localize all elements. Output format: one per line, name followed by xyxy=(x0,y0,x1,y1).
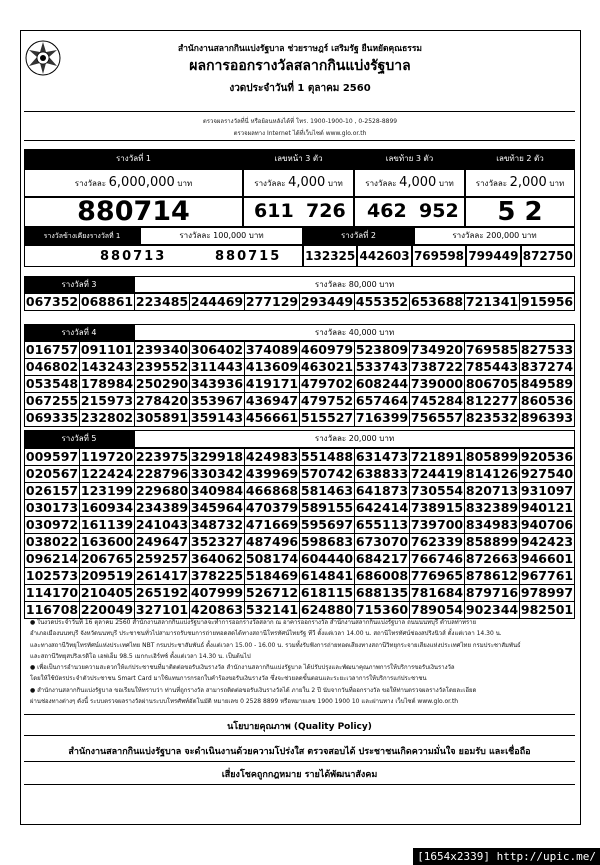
fourth-number: 353967 xyxy=(190,393,244,408)
second-prize-number: 872750 xyxy=(521,245,575,267)
fourth-number: 436947 xyxy=(245,393,299,408)
fourth-number: 515527 xyxy=(300,410,354,425)
fifth-number: 038022 xyxy=(25,534,79,549)
fourth-row xyxy=(25,393,575,410)
note-line: ผ่านช่องทางต่างๆ ดังนี้ ระบบตรวจผลรางวัลผ่านระบบโทรศัพท์อัตโนมัติ หมายเลข 0 2528 8899 หรือหมายเลข 1900 1900 10 และผ่านทาง เว็บไซต์ www.glo.or.th xyxy=(30,698,459,706)
fifth-number: 030972 xyxy=(25,517,79,532)
fourth-number: 756557 xyxy=(410,410,464,425)
fourth-number: 067255 xyxy=(25,393,79,408)
fourth-number: 143243 xyxy=(80,359,134,374)
fifth-prize-grid xyxy=(24,448,575,619)
third-prize-amount: รางวัลละ 80,000 บาท xyxy=(134,276,575,293)
fifth-number: 518469 xyxy=(245,568,299,583)
quality-policy: สำนักงานสลากกินแบ่งรัฐบาล จะดำเนินงานด้วยความโปร่งใส ตรวจสอบได้ ประชาชนเกิดความมั่นใจ ยอมรับ และเชื่อถือ xyxy=(68,747,531,757)
fourth-row xyxy=(25,342,575,359)
fifth-row xyxy=(25,602,575,619)
fifth-number: 348732 xyxy=(190,517,244,532)
fifth-number: 340984 xyxy=(190,483,244,498)
fifth-number: 096214 xyxy=(25,551,79,566)
fourth-number: 178984 xyxy=(80,376,134,391)
fifth-row xyxy=(25,568,575,585)
second-prize-numbers xyxy=(303,245,575,267)
third-number: 244469 xyxy=(190,294,244,309)
fifth-number: 030173 xyxy=(25,500,79,515)
fifth-number: 638833 xyxy=(355,466,409,481)
fifth-number: 967761 xyxy=(520,568,574,583)
fourth-row xyxy=(25,376,575,393)
second-prize-number: 799449 xyxy=(466,245,520,267)
third-prize-label: รางวัลที่ 3 xyxy=(24,276,134,293)
fourth-number: 016757 xyxy=(25,342,79,357)
divider xyxy=(24,111,575,112)
fifth-number: 982501 xyxy=(520,602,574,617)
fifth-number: 206765 xyxy=(80,551,134,566)
fifth-number: 946601 xyxy=(520,551,574,566)
second-prize-number: 132325 xyxy=(303,245,357,267)
front3-amount: รางวัลละ 4,000 บาท xyxy=(243,169,354,197)
fourth-number: 860536 xyxy=(520,393,574,408)
front3-number: 726 xyxy=(306,200,346,222)
near-first-number: 880715 xyxy=(215,249,282,264)
near-first-label: รางวัลข้างเคียงรางวัลที่ 1 xyxy=(24,227,140,245)
fifth-number: 604440 xyxy=(300,551,354,566)
fifth-number: 364062 xyxy=(190,551,244,566)
fifth-row xyxy=(25,585,575,602)
fifth-number: 020567 xyxy=(25,466,79,481)
first-prize-label: รางวัลที่ 1 xyxy=(24,149,243,169)
divider xyxy=(24,784,575,785)
fifth-prize-label: รางวัลที่ 5 xyxy=(24,430,134,448)
near-first-numbers xyxy=(24,245,303,267)
fifth-number: 209519 xyxy=(80,568,134,583)
fourth-number: 419171 xyxy=(245,376,299,391)
fourth-prize-amount: รางวัลละ 40,000 บาท xyxy=(134,324,575,341)
fifth-number: 820713 xyxy=(465,483,519,498)
fourth-number: 896393 xyxy=(520,410,574,425)
fourth-number: 359143 xyxy=(190,410,244,425)
quality-title: นโยบายคุณภาพ (Quality Policy) xyxy=(227,722,372,732)
fifth-number: 160934 xyxy=(80,500,134,515)
fifth-number: 420863 xyxy=(190,602,244,617)
fifth-number: 210405 xyxy=(80,585,134,600)
fifth-number: 249647 xyxy=(135,534,189,549)
fifth-number: 229680 xyxy=(135,483,189,498)
page-title: ผลการออกรางวัลสลากกินแบ่งรัฐบาล xyxy=(189,58,411,74)
fourth-number: 823532 xyxy=(465,410,519,425)
first-prize-amount: รางวัลละ 6,000,000 บาท xyxy=(24,169,243,197)
fifth-number: 259257 xyxy=(135,551,189,566)
fifth-number: 730554 xyxy=(410,483,464,498)
fourth-number: 463021 xyxy=(300,359,354,374)
third-number: 721341 xyxy=(465,294,519,309)
divider xyxy=(24,735,575,736)
fifth-number: 686008 xyxy=(355,568,409,583)
fourth-row xyxy=(25,410,575,427)
fifth-number: 655113 xyxy=(355,517,409,532)
fourth-number: 657464 xyxy=(355,393,409,408)
fifth-number: 220049 xyxy=(80,602,134,617)
fifth-prize-amount: รางวัลละ 20,000 บาท xyxy=(134,430,575,448)
fifth-number: 762339 xyxy=(410,534,464,549)
fifth-number: 466868 xyxy=(245,483,299,498)
fourth-number: 046802 xyxy=(25,359,79,374)
fourth-prize-grid xyxy=(24,341,575,427)
fifth-number: 439969 xyxy=(245,466,299,481)
note-line: และสถานีวิทยุสปริงเรดิโอ เอฟเอ็ม 98.5 เมกกะเฮิร์ทซ์ ตั้งแต่เวลา 14.30 น. เป็นต้นไป xyxy=(30,652,251,660)
fifth-number: 116708 xyxy=(25,602,79,617)
fourth-number: 460979 xyxy=(300,342,354,357)
fourth-number: 232802 xyxy=(80,410,134,425)
fifth-number: 739700 xyxy=(410,517,464,532)
fifth-number: 424983 xyxy=(245,449,299,464)
fourth-number: 849589 xyxy=(520,376,574,391)
third-number: 223485 xyxy=(135,294,189,309)
fifth-number: 234389 xyxy=(135,500,189,515)
fifth-number: 570742 xyxy=(300,466,354,481)
first-prize-number: 880714 xyxy=(24,197,243,227)
fifth-row xyxy=(25,517,575,534)
fourth-number: 812277 xyxy=(465,393,519,408)
fifth-number: 114170 xyxy=(25,585,79,600)
note-line: ● สำนักงานสลากกินแบ่งรัฐบาล ขอเรียนให้ทราบว่า ท่านที่ถูกรางวัล สามารถติดต่อขอรับเงินรางวัลได้ ภายใน 2 ปี นับจากวันที่ออกรางวัล ขอให้ท่านตรวจผลรางวัลโดยละเอียด xyxy=(30,686,477,694)
agency-motto: สำนักงานสลากกินแบ่งรัฐบาล ช่วยราษฎร์ เสริมรัฐ ยืนหยัดคุณธรรม xyxy=(177,44,423,54)
info-website: ตรวจผลทาง Internet ได้ที่เว็บไซต์ www.glo.or.th xyxy=(233,130,367,137)
fourth-number: 745284 xyxy=(410,393,464,408)
fourth-number: 343936 xyxy=(190,376,244,391)
notes xyxy=(30,617,570,707)
fourth-number: 827533 xyxy=(520,342,574,357)
fifth-number: 684217 xyxy=(355,551,409,566)
fifth-number: 009597 xyxy=(25,449,79,464)
fifth-number: 641873 xyxy=(355,483,409,498)
fifth-row xyxy=(25,534,575,551)
third-number: 068861 xyxy=(80,294,134,309)
fifth-number: 102573 xyxy=(25,568,79,583)
near-first-number: 880713 xyxy=(100,249,167,264)
fifth-number: 123199 xyxy=(80,483,134,498)
second-prize-label: รางวัลที่ 2 xyxy=(303,227,414,245)
last3-amount: รางวัลละ 4,000 บาท xyxy=(354,169,465,197)
divider xyxy=(24,140,575,141)
fifth-row xyxy=(25,500,575,517)
fifth-number: 721891 xyxy=(410,449,464,464)
fifth-number: 330342 xyxy=(190,466,244,481)
fifth-number: 589155 xyxy=(300,500,354,515)
fifth-number: 532141 xyxy=(245,602,299,617)
fifth-number: 345964 xyxy=(190,500,244,515)
fifth-number: 581463 xyxy=(300,483,354,498)
fifth-number: 228796 xyxy=(135,466,189,481)
fifth-number: 858899 xyxy=(465,534,519,549)
third-number: 293449 xyxy=(300,294,354,309)
fifth-number: 163600 xyxy=(80,534,134,549)
fourth-number: 456661 xyxy=(245,410,299,425)
third-number: 067352 xyxy=(25,294,79,309)
fifth-number: 776965 xyxy=(410,568,464,583)
front3-label: เลขหน้า 3 ตัว xyxy=(243,149,354,169)
fifth-number: 470379 xyxy=(245,500,299,515)
fifth-number: 978997 xyxy=(520,585,574,600)
fifth-number: 026157 xyxy=(25,483,79,498)
note-line: อำเภอเมืองนนทบุรี จังหวัดนนทบุรี ประชาชนทั่วไปสามารถรับชมการถ่ายทอดสดได้ทางสถานีโทรทัศน์ไทยรัฐ ทีวี ตั้งแต่เวลา 14.00 น. สถานีโทรทัศน์ช่องสปริงนิวส์ ตั้งแต่เวลา 14.30 น. xyxy=(30,630,502,638)
fifth-number: 378225 xyxy=(190,568,244,583)
fourth-number: 069335 xyxy=(25,410,79,425)
fifth-number: 526712 xyxy=(245,585,299,600)
fourth-number: 785443 xyxy=(465,359,519,374)
fourth-number: 837274 xyxy=(520,359,574,374)
watermark: [1654x2339] http://upic.me/ xyxy=(413,848,600,865)
fourth-number: 738722 xyxy=(410,359,464,374)
fifth-number: 261417 xyxy=(135,568,189,583)
last3-number: 952 xyxy=(419,200,459,222)
fifth-number: 805899 xyxy=(465,449,519,464)
fifth-number: 872663 xyxy=(465,551,519,566)
third-number: 915956 xyxy=(520,294,574,309)
fourth-number: 533743 xyxy=(355,359,409,374)
fifth-number: 766746 xyxy=(410,551,464,566)
fifth-number: 122424 xyxy=(80,466,134,481)
fourth-prize-label: รางวัลที่ 4 xyxy=(24,324,134,341)
fifth-number: 673070 xyxy=(355,534,409,549)
fifth-row xyxy=(25,483,575,500)
fourth-number: 479752 xyxy=(300,393,354,408)
fifth-number: 329918 xyxy=(190,449,244,464)
fourth-number: 305891 xyxy=(135,410,189,425)
third-number: 277129 xyxy=(245,294,299,309)
fourth-number: 523809 xyxy=(355,342,409,357)
fifth-number: 832389 xyxy=(465,500,519,515)
fifth-number: 715360 xyxy=(355,602,409,617)
fourth-number: 239552 xyxy=(135,359,189,374)
fifth-number: 878612 xyxy=(465,568,519,583)
fourth-number: 769585 xyxy=(465,342,519,357)
fourth-number: 716399 xyxy=(355,410,409,425)
info-phone: ตรวจผลรางวัลที่นี่ หรือย้อนหลังได้ที่ โทร. 1900-1900-10 , 0-2528-8899 xyxy=(202,118,398,125)
last3-numbers xyxy=(354,197,465,227)
note-line: ● ในงวดประจำวันที่ 16 ตุลาคม 2560 สำนักงานสลากกินแบ่งรัฐบาลจะทำการออกรางวัลสลาก ณ อาคารออกรางวัล สำนักงานสลากกินแบ่งรัฐบาล ถนนนนทบุรี ตำบลท่าทราย xyxy=(30,619,477,626)
fifth-number: 879716 xyxy=(465,585,519,600)
fifth-number: 902344 xyxy=(465,602,519,617)
fifth-number: 940121 xyxy=(520,500,574,515)
front3-number: 611 xyxy=(254,200,294,222)
front3-numbers xyxy=(243,197,354,227)
fifth-number: 724419 xyxy=(410,466,464,481)
third-prize-grid xyxy=(24,293,575,311)
note-line: และทางสถานีวิทยุโทรทัศน์แห่งประเทศไทย NBT กรมประชาสัมพันธ์ ตั้งแต่เวลา 15.00 - 16.00 น. รวมทั้งรับฟังการถ่ายทอดเสียงทางสถานีวิทยุกระจายเสียงแห่งประเทศไทย กรมประชาสัมพันธ์ xyxy=(30,641,521,649)
fifth-number: 595697 xyxy=(300,517,354,532)
fifth-number: 161139 xyxy=(80,517,134,532)
fourth-number: 806705 xyxy=(465,376,519,391)
fourth-number: 608244 xyxy=(355,376,409,391)
fifth-number: 265192 xyxy=(135,585,189,600)
fifth-number: 614841 xyxy=(300,568,354,583)
fourth-number: 374089 xyxy=(245,342,299,357)
fourth-number: 311443 xyxy=(190,359,244,374)
third-row xyxy=(25,294,575,311)
fourth-number: 734920 xyxy=(410,342,464,357)
last2-label: เลขท้าย 2 ตัว xyxy=(465,149,575,169)
fifth-number: 940706 xyxy=(520,517,574,532)
fifth-number: 834983 xyxy=(465,517,519,532)
divider xyxy=(24,714,575,715)
fifth-number: 642414 xyxy=(355,500,409,515)
fifth-number: 618115 xyxy=(300,585,354,600)
fifth-number: 781684 xyxy=(410,585,464,600)
fourth-number: 239340 xyxy=(135,342,189,357)
fifth-number: 223975 xyxy=(135,449,189,464)
note-line: ● เพื่อเป็นการอำนวยความสะดวกให้แก่ประชาชนที่มาติดต่อขอรับเงินรางวัล สำนักงานสลากกินแบ่งรัฐบาล ได้ปรับปรุงและพัฒนาคุณภาพการให้บริการขอรับเงินรางวัล xyxy=(30,664,455,672)
second-prize-amount: รางวัลละ 200,000 บาท xyxy=(414,227,575,245)
fifth-number: 688135 xyxy=(355,585,409,600)
fifth-number: 942423 xyxy=(520,534,574,549)
fourth-number: 091101 xyxy=(80,342,134,357)
draw-date: งวดประจำวันที่ 1 ตุลาคม 2560 xyxy=(229,83,371,94)
fifth-number: 624880 xyxy=(300,602,354,617)
fifth-number: 738915 xyxy=(410,500,464,515)
fourth-number: 306402 xyxy=(190,342,244,357)
fifth-number: 327101 xyxy=(135,602,189,617)
fourth-number: 479702 xyxy=(300,376,354,391)
fifth-number: 471669 xyxy=(245,517,299,532)
fifth-number: 407999 xyxy=(190,585,244,600)
fourth-number: 053548 xyxy=(25,376,79,391)
fifth-number: 931097 xyxy=(520,483,574,498)
fifth-number: 631473 xyxy=(355,449,409,464)
fifth-number: 814126 xyxy=(465,466,519,481)
last2-number: 5 2 xyxy=(465,197,575,227)
fifth-number: 487496 xyxy=(245,534,299,549)
last2-amount: รางวัลละ 2,000 บาท xyxy=(465,169,575,197)
fifth-number: 352327 xyxy=(190,534,244,549)
fourth-number: 250290 xyxy=(135,376,189,391)
slogan: เสี่ยงโชคถูกกฎหมาย รายได้พัฒนาสังคม xyxy=(221,770,378,780)
second-prize-number: 442603 xyxy=(357,245,411,267)
fifth-number: 789054 xyxy=(410,602,464,617)
fifth-number: 598683 xyxy=(300,534,354,549)
fifth-number: 927540 xyxy=(520,466,574,481)
fifth-row xyxy=(25,466,575,483)
fourth-row xyxy=(25,359,575,376)
third-number: 653688 xyxy=(410,294,464,309)
note-line: โดยให้ใช้บัตรประจำตัวประชาชน Smart Card มาใช้แทนการกรอกใบคำร้องขอรับเงินรางวัล ซึ่งจะช่วยลดขั้นตอนและระยะเวลาการให้บริการแก่ประชาชน xyxy=(30,675,427,683)
second-prize-number: 769598 xyxy=(412,245,466,267)
fifth-number: 119720 xyxy=(80,449,134,464)
third-number: 455352 xyxy=(355,294,409,309)
divider xyxy=(24,761,575,762)
fourth-number: 215973 xyxy=(80,393,134,408)
near-first-amount: รางวัลละ 100,000 บาท xyxy=(140,227,303,245)
fifth-number: 920536 xyxy=(520,449,574,464)
fifth-number: 241043 xyxy=(135,517,189,532)
fourth-number: 278420 xyxy=(135,393,189,408)
fifth-row xyxy=(25,551,575,568)
fifth-number: 551488 xyxy=(300,449,354,464)
fifth-row xyxy=(25,449,575,466)
fourth-number: 739000 xyxy=(410,376,464,391)
last3-number: 462 xyxy=(367,200,407,222)
fourth-number: 413609 xyxy=(245,359,299,374)
last3-label: เลขท้าย 3 ตัว xyxy=(354,149,465,169)
fifth-number: 508174 xyxy=(245,551,299,566)
